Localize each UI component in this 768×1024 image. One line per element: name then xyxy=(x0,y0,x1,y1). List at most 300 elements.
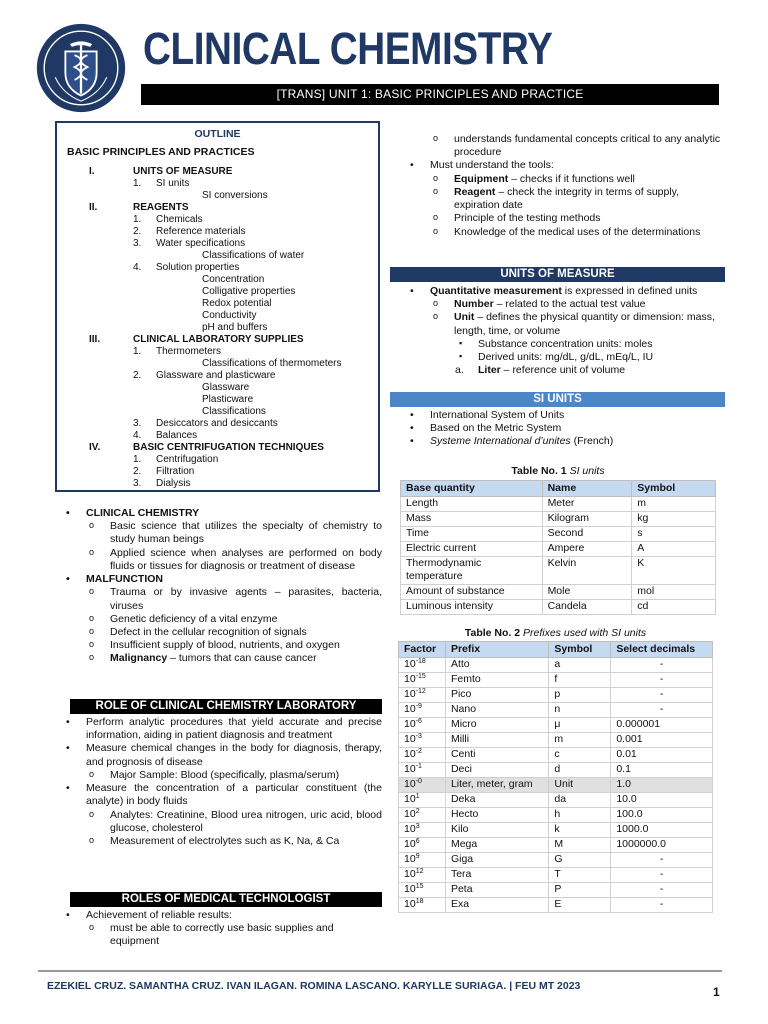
table-cell xyxy=(399,793,446,808)
outline-item-label: Solution properties xyxy=(156,262,240,274)
list-item: o Defect in the cellular recognition of signals xyxy=(62,626,382,639)
malignancy-text: – tumors that can cause cancer xyxy=(167,652,317,665)
outline-item-label: BASIC CENTRIFUGATION TECHNIQUES xyxy=(133,442,324,454)
factor-base: 10 xyxy=(404,793,416,806)
roles-medtech-section xyxy=(62,909,382,949)
table-cell: Tera xyxy=(445,868,548,883)
outline-item-label: Classifications of thermometers xyxy=(202,358,342,370)
outline-row xyxy=(67,358,368,370)
table-cell: Milli xyxy=(445,733,548,748)
outline-row xyxy=(67,286,368,298)
table-cell: 1000.0 xyxy=(611,823,713,838)
table-cell: - xyxy=(611,658,713,673)
outline-row xyxy=(67,346,368,358)
table-cell xyxy=(399,808,446,823)
table-row xyxy=(401,527,716,542)
outline-item-label: Concentration xyxy=(202,274,265,286)
table-cell xyxy=(399,748,446,763)
si-french-suffix: (French) xyxy=(570,435,614,448)
table-cell: G xyxy=(549,853,611,868)
outline-heading: OUTLINE xyxy=(194,128,241,140)
page-number: 1 xyxy=(713,985,720,999)
outline-item-label: CLINICAL LABORATORY SUPPLIES xyxy=(133,334,304,346)
table-cell: 0.000001 xyxy=(611,718,713,733)
outline-row xyxy=(67,202,368,214)
table-header-cell: Select decimals xyxy=(611,642,713,658)
table-cell: Kelvin xyxy=(542,557,632,584)
factor-base: 10 xyxy=(404,703,416,716)
outline-item-label: Classifications of water xyxy=(202,250,305,262)
table-cell: Second xyxy=(542,527,632,542)
outline-item-label: Glassware xyxy=(202,382,250,394)
table-cell: Hecto xyxy=(445,808,548,823)
table-cell: - xyxy=(611,703,713,718)
right-column-top xyxy=(406,133,724,239)
table-cell: Centi xyxy=(445,748,548,763)
outline-roman: II. xyxy=(89,202,98,214)
list-item: • Based on the Metric System xyxy=(406,422,724,435)
table-row xyxy=(399,658,713,673)
table-cell: Exa xyxy=(445,898,548,913)
outline-row xyxy=(67,454,368,466)
factor-exponent: -15 xyxy=(415,673,426,681)
factor-base: 10 xyxy=(404,868,416,881)
outline-number: 3. xyxy=(133,478,142,490)
table-cell: 100.0 xyxy=(611,808,713,823)
table-cell: A xyxy=(632,542,716,557)
table-cell: kg xyxy=(632,512,716,527)
table-cell: Amount of substance xyxy=(401,584,543,599)
roles-medtech-heading: ROLES OF MEDICAL TECHNOLOGIST xyxy=(70,892,382,907)
table-cell xyxy=(399,688,446,703)
table-cell: cd xyxy=(632,599,716,614)
outline-row xyxy=(67,478,368,490)
table-cell: h xyxy=(549,808,611,823)
table-cell: Electric current xyxy=(401,542,543,557)
table-cell: Thermodynamic temperature xyxy=(401,557,543,584)
table-cell xyxy=(399,658,446,673)
table-row xyxy=(399,748,713,763)
unit-text: – defines the physical quantity or dimension: mass, length, time, or volume xyxy=(454,311,715,337)
table-header-cell: Prefix xyxy=(445,642,548,658)
factor-exponent: 1 xyxy=(415,793,420,801)
table1-caption xyxy=(400,465,716,478)
list-item: o Measurement of electrolytes such as K, Na, & Ca xyxy=(62,835,382,848)
outline-item-label: Water specifications xyxy=(156,238,246,250)
outline-row xyxy=(67,262,368,274)
table-cell: 0.01 xyxy=(611,748,713,763)
outline-number: 1. xyxy=(133,454,142,466)
outline-row xyxy=(67,394,368,406)
table-cell: Deci xyxy=(445,763,548,778)
list-item: • CLINICAL CHEMISTRY xyxy=(62,507,382,520)
table2-caption-title: Prefixes used with SI units xyxy=(523,627,647,639)
table-cell: Femto xyxy=(445,673,548,688)
outline-list xyxy=(67,166,368,490)
factor-exponent: -0 xyxy=(415,778,422,786)
factor-exponent: -1 xyxy=(415,763,422,771)
list-item: ▪ Derived units: mg/dL, g/dL, mEq/L, IU xyxy=(406,351,724,364)
units-section xyxy=(406,285,724,378)
factor-base: 10 xyxy=(404,838,416,851)
outline-item-label: Desiccators and desiccants xyxy=(156,418,278,430)
list-item: • Measure chemical changes in the body for diagnosis, therapy, and prognosis of disease xyxy=(62,742,382,768)
footer-divider xyxy=(38,970,722,972)
table-cell: Peta xyxy=(445,883,548,898)
outline-item-label: Balances xyxy=(156,430,198,442)
factor-base: 10 xyxy=(404,808,416,821)
outline-number: 2. xyxy=(133,226,142,238)
outline-roman: I. xyxy=(89,166,95,178)
table-row xyxy=(401,599,716,614)
outline-item-label: Chemicals xyxy=(156,214,203,226)
table-cell: f xyxy=(549,673,611,688)
si-prefixes-table xyxy=(398,641,713,913)
table-cell: s xyxy=(632,527,716,542)
table-cell: Candela xyxy=(542,599,632,614)
table-cell: n xyxy=(549,703,611,718)
outline-row xyxy=(67,418,368,430)
table-row xyxy=(399,853,713,868)
list-item xyxy=(62,652,382,665)
si-french-name: Systeme International d’unites xyxy=(430,435,571,448)
table-row xyxy=(399,703,713,718)
table-cell: 0.001 xyxy=(611,733,713,748)
table-cell: Deka xyxy=(445,793,548,808)
table-cell: p xyxy=(549,688,611,703)
table-header-cell: Symbol xyxy=(632,481,716,497)
table-row xyxy=(399,763,713,778)
list-item: o Basic science that utilizes the specialty of chemistry to study human beings xyxy=(62,520,382,546)
factor-exponent: -18 xyxy=(415,658,426,666)
outline-item-label: REAGENTS xyxy=(133,202,189,214)
units-heading: UNITS OF MEASURE xyxy=(390,267,725,282)
table-cell: - xyxy=(611,898,713,913)
table-cell: - xyxy=(611,868,713,883)
si-units-heading: SI UNITS xyxy=(390,392,725,407)
table-cell: Kilogram xyxy=(542,512,632,527)
table-cell xyxy=(399,853,446,868)
table-cell: E xyxy=(549,898,611,913)
unit-term: Unit xyxy=(454,311,475,324)
table-cell xyxy=(399,868,446,883)
list-item: o Knowledge of the medical uses of the determinations xyxy=(406,226,724,239)
list-item: • Achievement of reliable results: xyxy=(62,909,382,922)
equipment-term: Equipment xyxy=(454,172,509,185)
list-item: o Analytes: Creatinine, Blood urea nitrogen, uric acid, blood glucose, cholesterol xyxy=(62,809,382,835)
table-cell: Giga xyxy=(445,853,548,868)
factor-base: 10 xyxy=(404,733,416,746)
table-cell xyxy=(399,733,446,748)
outline-item-label: Conductivity xyxy=(202,310,257,322)
outline-number: 1. xyxy=(133,346,142,358)
table-cell: Pico xyxy=(445,688,548,703)
table-cell: m xyxy=(632,497,716,512)
table-cell: Ampere xyxy=(542,542,632,557)
page-title: CLINICAL CHEMISTRY xyxy=(143,23,553,74)
table-cell: - xyxy=(611,853,713,868)
outline-number: 3. xyxy=(133,238,142,250)
table-row xyxy=(399,793,713,808)
list-item: o Major Sample: Blood (specifically, plasma/serum) xyxy=(62,769,382,782)
outline-row xyxy=(67,406,368,418)
outline-item-label: Colligative properties xyxy=(202,286,296,298)
outline-row xyxy=(67,310,368,322)
outline-roman: IV. xyxy=(89,442,101,454)
outline-box xyxy=(55,121,380,492)
factor-base: 10 xyxy=(404,853,416,866)
outline-item-label: Centrifugation xyxy=(156,454,219,466)
table-cell: P xyxy=(549,883,611,898)
table-cell: Luminous intensity xyxy=(401,599,543,614)
factor-exponent: -12 xyxy=(415,688,426,696)
outline-item-label: Glassware and plasticware xyxy=(156,370,276,382)
outline-row xyxy=(67,250,368,262)
factor-base: 10 xyxy=(404,688,416,701)
factor-base: 10 xyxy=(404,823,416,836)
outline-row xyxy=(67,430,368,442)
list-item: • Measure the concentration of a particular constituent (the analyte) in body fluids xyxy=(62,782,382,808)
table-cell: c xyxy=(549,748,611,763)
outline-number: 4. xyxy=(133,430,142,442)
table-cell xyxy=(399,718,446,733)
outline-item-label: SI conversions xyxy=(202,190,268,202)
list-item: o Applied science when analyses are performed on body fluids or tissues for diagnosis or treatment of disease xyxy=(62,547,382,573)
number-term: Number xyxy=(454,298,494,311)
si-units-section xyxy=(406,409,724,449)
outline-number: 1. xyxy=(133,214,142,226)
list-item: o Principle of the testing methods xyxy=(406,212,724,225)
liter-text: – reference unit of volume xyxy=(500,364,626,377)
outline-item-label: Redox potential xyxy=(202,298,272,310)
table-cell: K xyxy=(632,557,716,584)
list-item xyxy=(406,311,724,337)
outline-number: 4. xyxy=(133,262,142,274)
table-cell: Mole xyxy=(542,584,632,599)
table-header-cell: Name xyxy=(542,481,632,497)
outline-number: 3. xyxy=(133,418,142,430)
table-cell xyxy=(399,673,446,688)
factor-exponent: 18 xyxy=(415,898,424,906)
factor-exponent: 3 xyxy=(415,823,420,831)
factor-base: 10 xyxy=(404,673,416,686)
table-cell: Kilo xyxy=(445,823,548,838)
table-header-cell: Base quantity xyxy=(401,481,543,497)
table-header-cell: Symbol xyxy=(549,642,611,658)
table-row xyxy=(401,584,716,599)
list-item: • Must understand the tools: xyxy=(406,159,724,172)
outline-item-label: Filtration xyxy=(156,466,195,478)
outline-row xyxy=(67,322,368,334)
factor-base: 10 xyxy=(404,898,416,911)
outline-row xyxy=(67,334,368,346)
reagent-text: – check the integrity in terms of supply, expiration date xyxy=(454,185,680,212)
table2-caption xyxy=(398,627,713,640)
outline-item-label: UNITS OF MEASURE xyxy=(133,166,233,178)
table-cell: Length xyxy=(401,497,543,512)
qm-text: is expressed in defined units xyxy=(561,285,698,297)
list-item xyxy=(406,364,724,377)
factor-exponent: -2 xyxy=(415,748,422,756)
table-cell xyxy=(399,763,446,778)
table-cell: a xyxy=(549,658,611,673)
list-item xyxy=(406,298,724,311)
table-row xyxy=(399,883,713,898)
factor-exponent: 2 xyxy=(415,808,420,816)
outline-item-label: Dialysis xyxy=(156,478,191,490)
table-row xyxy=(399,838,713,853)
table-row xyxy=(399,688,713,703)
table-row xyxy=(399,733,713,748)
table-cell xyxy=(399,778,446,793)
factor-exponent: -6 xyxy=(415,718,422,726)
outline-item-label: Reference materials xyxy=(156,226,246,238)
malignancy-term: Malignancy xyxy=(110,652,168,665)
outline-row xyxy=(67,382,368,394)
outline-number: 2. xyxy=(133,466,142,478)
reagent-term: Reagent xyxy=(454,185,496,198)
table1-caption-title: SI units xyxy=(569,465,605,477)
table-cell xyxy=(399,703,446,718)
liter-term: Liter xyxy=(478,364,501,377)
table-header-cell: Factor xyxy=(399,642,446,658)
table-cell: m xyxy=(549,733,611,748)
table-cell: 10.0 xyxy=(611,793,713,808)
outline-number: 2. xyxy=(133,370,142,382)
table-cell: Unit xyxy=(549,778,611,793)
list-item: o understands fundamental concepts critical to any analytic procedure xyxy=(406,133,724,159)
table2-caption-label: Table No. 2 xyxy=(464,627,523,639)
table-cell: - xyxy=(611,673,713,688)
list-item xyxy=(406,173,724,186)
outline-section-title: BASIC PRINCIPLES AND PRACTICES xyxy=(67,146,255,159)
factor-exponent: -3 xyxy=(415,733,422,741)
factor-exponent: 12 xyxy=(415,868,424,876)
outline-item-label: Classifications xyxy=(202,406,266,418)
si-units-table xyxy=(400,480,716,615)
table-cell: Micro xyxy=(445,718,548,733)
table-cell: - xyxy=(611,688,713,703)
list-item: o must be able to correctly use basic supplies and equipment xyxy=(62,922,382,948)
table-cell: Mass xyxy=(401,512,543,527)
footer-authors: EZEKIEL CRUZ. SAMANTHA CRUZ. IVAN ILAGAN. ROMINA LASCANO. KARYLLE SURIAGA. | FEU MT 2023 xyxy=(47,980,581,992)
list-item: • MALFUNCTION xyxy=(62,573,382,586)
table-row xyxy=(399,808,713,823)
table1-caption-label: Table No. 1 xyxy=(511,465,570,477)
list-item xyxy=(406,285,724,298)
outline-row xyxy=(67,178,368,190)
table-cell: da xyxy=(549,793,611,808)
role-lab-heading: ROLE OF CLINICAL CHEMISTRY LABORATORY xyxy=(70,699,382,714)
outline-item-label: Plasticware xyxy=(202,394,254,406)
list-item: o Trauma or by invasive agents – parasites, bacteria, viruses xyxy=(62,586,382,612)
outline-row xyxy=(67,238,368,250)
outline-row xyxy=(67,226,368,238)
factor-exponent: -9 xyxy=(415,703,422,711)
outline-item-label: SI units xyxy=(156,178,190,190)
factor-base: 10 xyxy=(404,718,416,731)
outline-item-label: pH and buffers xyxy=(202,322,268,334)
table-cell: 1000000.0 xyxy=(611,838,713,853)
list-item xyxy=(406,186,724,212)
table-cell: 1.0 xyxy=(611,778,713,793)
table-row xyxy=(399,868,713,883)
table-cell: Liter, meter, gram xyxy=(445,778,548,793)
outline-number: 1. xyxy=(133,178,142,190)
factor-base: 10 xyxy=(404,658,416,671)
left-column xyxy=(62,507,382,666)
list-item xyxy=(406,435,724,448)
list-item: o Genetic deficiency of a vital enzyme xyxy=(62,613,382,626)
table-cell xyxy=(399,898,446,913)
table-cell: mol xyxy=(632,584,716,599)
outline-row xyxy=(67,166,368,178)
table-cell: 0.1 xyxy=(611,763,713,778)
table-cell: d xyxy=(549,763,611,778)
qm-term: Quantitative measurement xyxy=(430,285,562,297)
factor-exponent: 9 xyxy=(415,853,420,861)
table-row xyxy=(401,512,716,527)
equipment-text: – checks if it functions well xyxy=(508,172,635,185)
outline-row xyxy=(67,190,368,202)
table-cell: T xyxy=(549,868,611,883)
number-text: – related to the actual test value xyxy=(493,298,646,311)
list-item: ▪ Substance concentration units: moles xyxy=(406,338,724,351)
outline-roman: III. xyxy=(89,334,101,346)
table-row xyxy=(401,497,716,512)
list-item: • International System of Units xyxy=(406,409,724,422)
table-cell: k xyxy=(549,823,611,838)
unit-subtitle: [TRANS] UNIT 1: BASIC PRINCIPLES AND PRACTICE xyxy=(141,84,719,105)
table-cell: M xyxy=(549,838,611,853)
factor-base: 10 xyxy=(404,763,416,776)
outline-row xyxy=(67,370,368,382)
table-row xyxy=(401,542,716,557)
table-row xyxy=(399,718,713,733)
outline-row xyxy=(67,298,368,310)
factor-base: 10 xyxy=(404,748,416,761)
table-cell xyxy=(399,883,446,898)
outline-row xyxy=(67,466,368,478)
factor-exponent: 6 xyxy=(415,838,420,846)
list-item: o Insufficient supply of blood, nutrients, and oxygen xyxy=(62,639,382,652)
outline-row xyxy=(67,274,368,286)
table-cell: μ xyxy=(549,718,611,733)
table-cell xyxy=(399,823,446,838)
list-item: • Perform analytic procedures that yield accurate and precise information, aiding in patient diagnosis and treatment xyxy=(62,716,382,742)
table-cell xyxy=(399,838,446,853)
table-row xyxy=(399,778,713,793)
table-cell: Nano xyxy=(445,703,548,718)
table-cell: Atto xyxy=(445,658,548,673)
table-row xyxy=(401,557,716,584)
factor-base: 10 xyxy=(404,778,416,791)
outline-row xyxy=(67,442,368,454)
table-cell: Time xyxy=(401,527,543,542)
table-cell: Mega xyxy=(445,838,548,853)
table-cell: Meter xyxy=(542,497,632,512)
outline-row xyxy=(67,214,368,226)
table-row xyxy=(399,898,713,913)
table-cell: - xyxy=(611,883,713,898)
factor-base: 10 xyxy=(404,883,416,896)
table-row xyxy=(399,673,713,688)
outline-item-label: Thermometers xyxy=(156,346,222,358)
table-row xyxy=(399,823,713,838)
factor-exponent: 15 xyxy=(415,883,424,891)
role-lab-section xyxy=(62,716,382,848)
caduceus-shield-icon xyxy=(35,22,127,114)
